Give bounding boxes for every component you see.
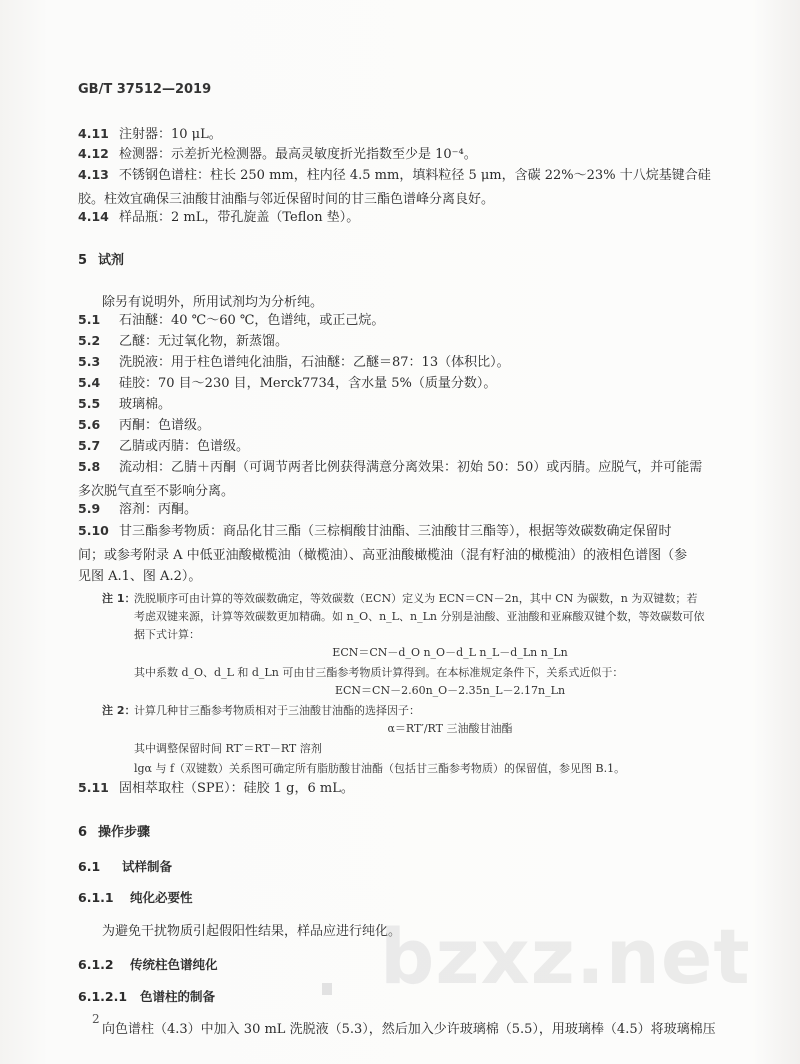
paragraph: 为避免干扰物质引起假阳性结果，样品应进行纯化。 — [102, 924, 402, 939]
note-text: 考虑双键来源，计算等效碳数更加精确。如 n_O、n_L、n_Ln 分别是油酸、亚油酸和亚麻酸双键个数，等效碳数可依 — [134, 610, 705, 623]
list-item — [78, 417, 210, 434]
list-item — [78, 396, 171, 413]
list-item — [78, 501, 197, 518]
list-item — [78, 126, 222, 143]
item-text: 不锈钢色谱柱：柱长 250 mm，柱内径 4.5 mm，填料粒径 5 μm，含碳 22%～23% 十八烷基键合硅 — [119, 168, 711, 183]
item-text: 硅胶：70 目～230 目，Merck7734，含水量 5%（质量分数）。 — [119, 376, 497, 391]
item-number: 5.7 — [78, 438, 101, 453]
item-text: 丙酮：色谱级。 — [119, 418, 211, 433]
item-number: 5.11 — [78, 780, 109, 795]
section-heading — [78, 249, 124, 268]
subsection-heading — [78, 987, 215, 1005]
item-text: 样品瓶：2 mL，带孔旋盖（Teflon 垫）。 — [119, 210, 360, 225]
item-continuation: 多次脱气直至不影响分离。 — [78, 484, 235, 499]
item-continuation: 见图 A.1、图 A.2）。 — [78, 569, 202, 584]
note-text: 其中调整保留时间 RT′＝RT－RT 溶剂 — [134, 742, 322, 755]
item-number: 5.2 — [78, 333, 101, 348]
subsection-number: 6.1 — [78, 859, 101, 874]
item-number: 5.8 — [78, 459, 101, 474]
section-intro: 除另有说明外，所用试剂均为分析纯。 — [102, 295, 324, 310]
list-item — [78, 146, 477, 163]
subsection-title: 纯化必要性 — [130, 890, 193, 905]
standard-code-header: GB/T 37512—2019 — [78, 82, 212, 97]
subsection-title: 试样制备 — [122, 859, 173, 874]
item-number: 5.10 — [78, 523, 109, 538]
note-label: 注 1： — [102, 592, 136, 605]
subsection-title: 色谱柱的制备 — [140, 989, 216, 1004]
subsection-number: 6.1.2.1 — [78, 989, 128, 1004]
note-text: 洗脱顺序可由计算的等效碳数确定，等效碳数（ECN）定义为 ECN＝CN－2n，其中 CN 为碳数，n 为双键数；若 — [134, 592, 698, 605]
item-text: 乙醚：无过氧化物，新蒸馏。 — [119, 334, 289, 349]
item-text: 注射器：10 μL。 — [119, 127, 222, 142]
list-item — [78, 780, 354, 797]
note-text: 据下式计算： — [134, 628, 200, 641]
section-heading — [78, 821, 150, 840]
item-text: 溶剂：丙酮。 — [119, 502, 198, 517]
section-number: 5 — [78, 253, 88, 268]
item-number: 5.1 — [78, 312, 101, 327]
item-text: 甘三酯参考物质：商品化甘三酯（三棕榈酸甘油酯、三油酸甘三酯等），根据等效碳数确定保留时 — [119, 524, 672, 539]
formula: α＝RT′/RT 三油酸甘油酯 — [387, 722, 513, 735]
item-number: 5.6 — [78, 417, 101, 432]
item-number: 4.11 — [78, 126, 109, 141]
item-number: 4.12 — [78, 146, 109, 161]
list-item — [78, 523, 672, 540]
section-title: 操作步骤 — [98, 825, 151, 840]
item-text: 洗脱液：用于柱色谱纯化油脂，石油醚：乙醚＝87：13（体积比）。 — [119, 355, 510, 370]
page-number: 2 — [92, 1012, 100, 1026]
item-continuation: 胶。柱效宜确保三油酸甘油酯与邻近保留时间的甘三酯色谱峰分离良好。 — [78, 192, 495, 207]
item-number: 4.14 — [78, 209, 109, 224]
item-number: 5.9 — [78, 501, 101, 516]
paragraph: 向色谱柱（4.3）中加入 30 mL 洗脱液（5.3），然后加入少许玻璃棉（5.5），用玻璃棒（4.5）将玻璃棉压 — [102, 1022, 716, 1037]
item-text: 固相萃取柱（SPE）：硅胶 1 g，6 mL。 — [119, 781, 354, 796]
list-item — [78, 438, 249, 455]
note-text: 其中系数 d_O、d_L 和 d_Ln 可由甘三酯参考物质计算得到。在本标准规定条件下，关系式近似于： — [134, 666, 624, 679]
item-number: 5.5 — [78, 396, 101, 411]
subsection-heading — [78, 955, 218, 973]
item-number: 4.13 — [78, 167, 109, 182]
item-text: 玻璃棉。 — [119, 397, 172, 412]
item-text: 检测器：示差折光检测器。最高灵敏度折光指数至少是 10⁻⁴。 — [119, 147, 477, 162]
item-number: 5.3 — [78, 354, 101, 369]
item-number: 5.4 — [78, 375, 101, 390]
item-text: 流动相：乙腈＋丙酮（可调节两者比例获得满意分离效果：初始 50：50）或丙腈。应脱气，并可能需 — [119, 460, 703, 475]
watermark: bzxz.net — [380, 912, 751, 1001]
list-item — [78, 354, 510, 371]
formula: ECN＝CN－d_O n_O－d_L n_L－d_Ln n_Ln — [332, 646, 568, 659]
list-item — [78, 375, 496, 392]
note-text: lgα 与 f（双键数）关系图可确定所有脂肪酸甘油酯（包括甘三酯参考物质）的保留值，参见图 B.1。 — [134, 762, 626, 775]
section-title: 试剂 — [98, 253, 125, 268]
item-text: 石油醚：40 ℃～60 ℃，色谱纯，或正己烷。 — [119, 313, 385, 328]
subsection-heading — [78, 888, 193, 906]
formula: ECN＝CN－2.60n_O－2.35n_L－2.17n_Ln — [334, 684, 566, 697]
section-number: 6 — [78, 825, 88, 840]
list-item — [78, 167, 711, 184]
note-label: 注 2： — [102, 704, 136, 717]
subsection-number: 6.1.1 — [78, 890, 114, 905]
note-text: 计算几种甘三酯参考物质相对于三油酸甘油酯的选择因子： — [134, 704, 420, 717]
subsection-heading — [78, 857, 172, 875]
list-item — [78, 312, 384, 329]
list-item — [78, 333, 288, 350]
subsection-number: 6.1.2 — [78, 957, 114, 972]
list-item — [78, 209, 359, 226]
item-continuation: 间；或参考附录 A 中低亚油酸橄榄油（橄榄油）、高亚油酸橄榄油（混有籽油的橄榄油）的液相色谱图（参 — [78, 548, 688, 563]
list-item — [78, 459, 702, 476]
watermark-dot — [322, 983, 332, 995]
subsection-title: 传统柱色谱纯化 — [130, 957, 218, 972]
item-text: 乙腈或丙腈：色谱级。 — [119, 439, 250, 454]
